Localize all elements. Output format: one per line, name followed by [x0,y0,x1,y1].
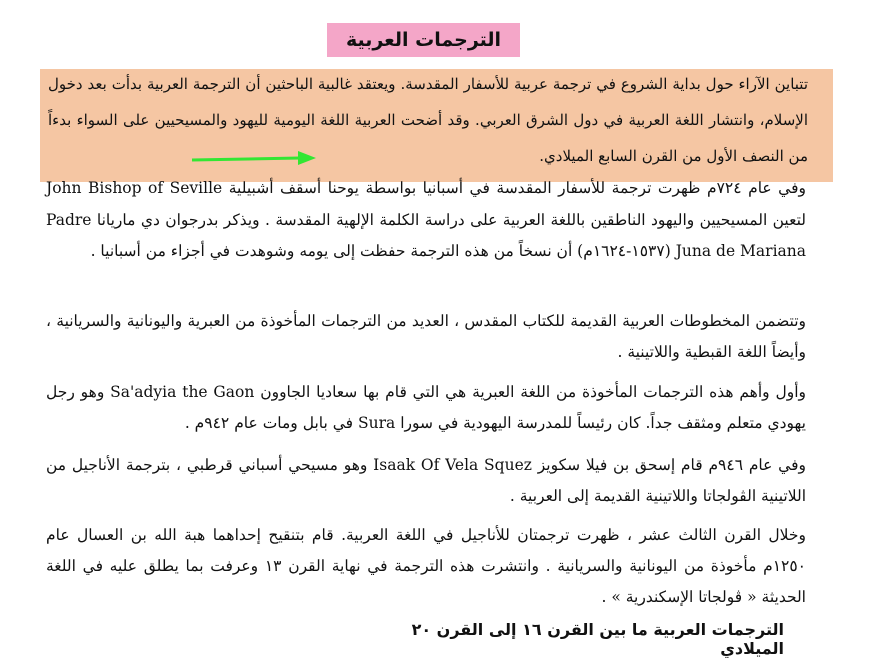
p3-latin-name-2: Sura [358,414,396,432]
p3-text-b: وهو رجل يهودي متعلم ومثقف جداً. كان رئيساً للمدرسة اليهودية في سورا [46,383,806,432]
p4-text-b: وهو مسيحي أسباني قرطبي ، بترجمة الأناجيل من اللاتينية الڤولجاتا واللاتينية القديمة إلى العربية . [46,456,806,505]
p4-latin-name: Isaak Of Vela Squez [373,456,532,474]
paragraph-4 [46,450,806,512]
green-arrow-icon [190,148,320,170]
page-title: الترجمات العربية [327,23,520,57]
p3-latin-name: Sa'adyia the Gaon [110,383,255,401]
p1-text-a: وفي عام ٧٢٤م ظهرت ترجمة للأسفار المقدسة في أسبانيا بواسطة يوحنا أسقف أشبيلية [222,179,806,197]
paragraph-3 [46,377,806,439]
p4-text-a: وفي عام ٩٤٦م قام إسحق بن فيلا سكويز [531,456,806,474]
p1-latin-name-2: Padre Juna de Mariana [46,210,806,260]
intro-paragraph: تتباين الآراء حول بداية الشروع في ترجمة عربية للأسفار المقدسة. ويعتقد غالبية الباحثين أن الترجمة العربية بدأت بعد دخول الإسلام، وانتشار اللغة العربية في دول الشرق العربي. وقد أضحت العربية اللغة اليومية لليهود والمسيحيين على السواء بدءاً من النصف الأول من القرن السابع الميلادي. [48,75,808,165]
p1-text-c: (١٥٣٧-١٦٢٤م) أن نسخاً من هذه الترجمة حفظت إلى يومه وشوهدت في أجزاء من أسبانيا . [90,242,676,260]
section-heading: الترجمات العربية ما بين القرن ١٦ إلى القرن ٢٠ الميلادي [411,620,784,658]
p1-text-b: لتعين المسيحيين واليهود الناطقين باللغة العربية على دراسة الكلمة الإلهية المقدسة . ويذكر بدرجوان دي ماريانا [91,210,806,229]
paragraph-5: وخلال القرن الثالث عشر ، ظهرت ترجمتان للأناجيل في اللغة العربية. قام بتنقيح إحداهما هبة الله بن العسال عام ١٢٥٠م مأخوذة من اليونانية والسريانية . وانتشرت هذه الترجمة في نهاية القرن ١٣ وعرفت بما يطلق عليه في اللغة الحديثة « ڤولجاتا الإسكندرية » . [46,526,806,606]
p3-text-a: وأول وأهم هذه الترجمات المأخوذة من اللغة العبرية هي التي قام بها سعاديا الجاوون [254,383,806,401]
p1-latin-name-1: John Bishop of Seville [46,179,223,197]
p3-text-c: في بابل ومات عام ٩٤٢م . [184,414,358,432]
paragraph-1 [46,173,806,268]
paragraph-2: وتتضمن المخطوطات العربية القديمة للكتاب المقدس ، العديد من الترجمات المأخوذة من العبرية واليونانية والسريانية ، وأيضاً اللغة القبطية واللاتينية . [46,312,806,361]
